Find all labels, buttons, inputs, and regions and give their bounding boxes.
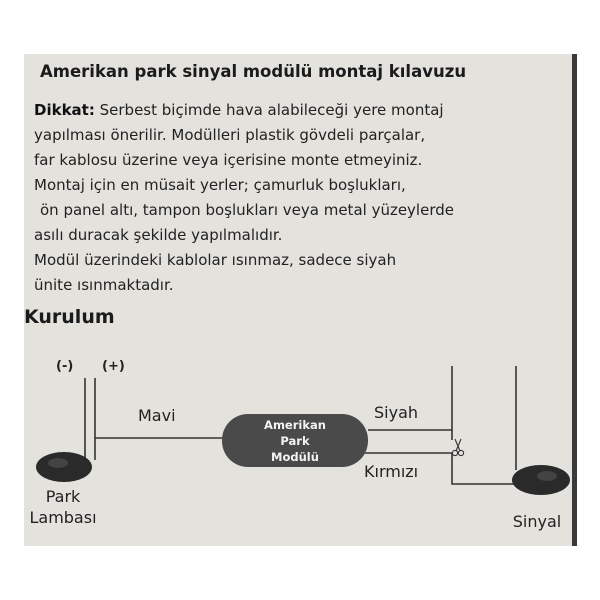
installation-heading: Kurulum xyxy=(24,306,115,328)
park-lamp-label-line-2: Lambası xyxy=(29,508,97,527)
warning-text-1: Serbest biçimde hava alabileceği yere montaj xyxy=(99,101,444,119)
park-lamp-highlight xyxy=(48,458,68,468)
warning-line-4: Montaj için en müsait yerler; çamurluk boşlukları, xyxy=(34,176,406,194)
signal-lamp-highlight xyxy=(537,471,557,481)
module-label-line-3: Modülü xyxy=(271,450,319,464)
warning-line-5: ön panel altı, tampon boşlukları veya metal yüzeylerde xyxy=(40,201,454,219)
negative-label: (-) xyxy=(56,359,74,374)
black-wire-label: Siyah xyxy=(374,403,419,422)
warning-line-7: Modül üzerindeki kablolar ısınmaz, sadece siyah xyxy=(34,251,397,269)
module-label-line-1: Amerikan xyxy=(264,418,326,432)
module-label-line-2: Park xyxy=(280,434,310,448)
manual-title: Amerikan park sinyal modülü montaj kılavuzu xyxy=(40,62,467,81)
signal-label: Sinyal xyxy=(512,512,562,531)
warning-line-2: yapılması önerilir. Modülleri plastik gövdeli parçalar, xyxy=(34,126,426,144)
blue-wire-label: Mavi xyxy=(138,406,176,425)
positive-label: (+) xyxy=(102,359,125,374)
warning-label: Dikkat: xyxy=(34,101,95,119)
warning-line-3: far kablosu üzerine veya içerisine monte etmeyiniz. xyxy=(34,151,423,169)
warning-line-6: asılı duracak şekilde yapılmalıdır. xyxy=(34,226,283,244)
park-lamp-label-line-1: Park xyxy=(45,487,81,506)
scissors-icon xyxy=(452,439,463,456)
warning-line-8: ünite ısınmaktadır. xyxy=(34,276,174,294)
red-wire-label: Kırmızı xyxy=(364,462,419,481)
